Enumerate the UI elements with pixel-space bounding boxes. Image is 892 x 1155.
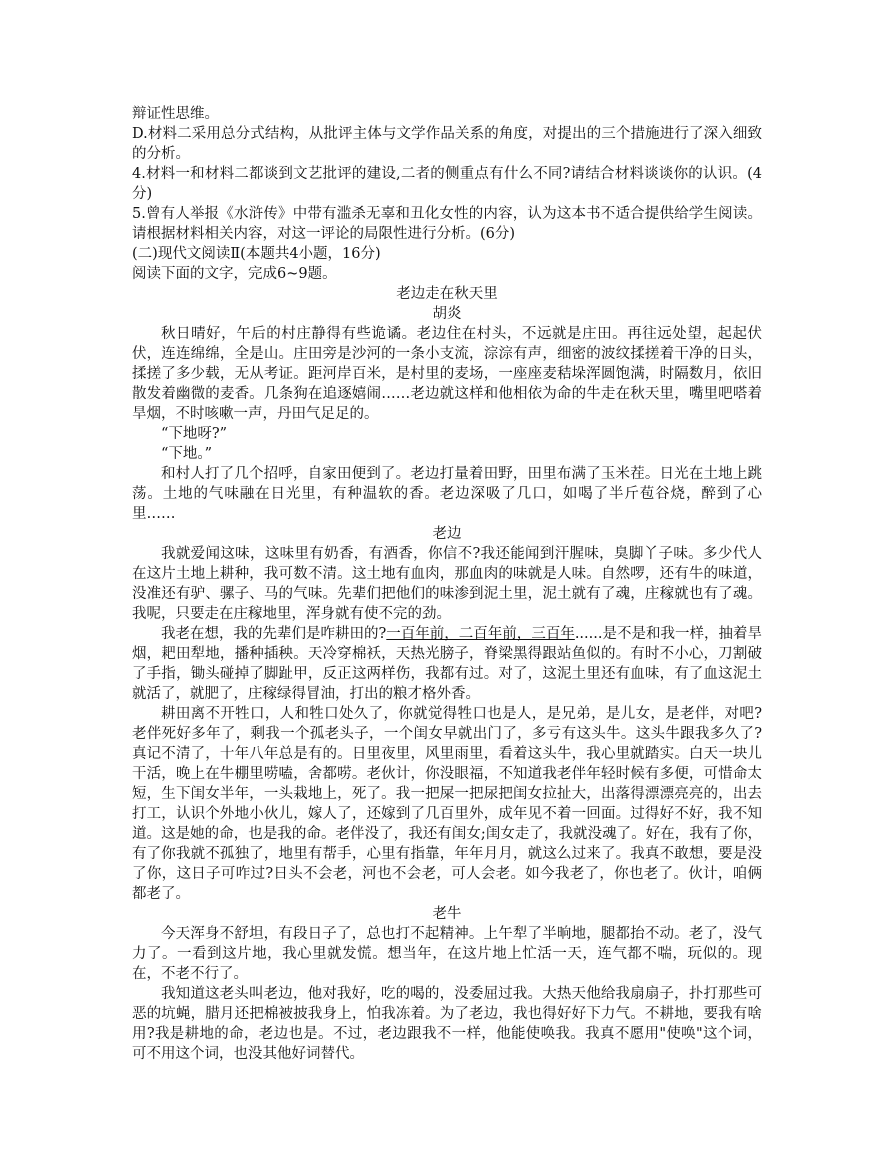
article-paragraph-5: 耕田离不开牲口，人和牲口处久了，你就觉得牲口也是人，是兄弟，是儿女，是老伴，对吧?老伴死好多年了，剩我一个孤老头子，一个闺女早就出门了，多亏有这头牛。这头牛跟我多久了?真记不清了，十年八年总是有的。日里夜里，风里雨里，看着这头牛，我心里就踏实。白天一块儿干活，晚上在牛棚里唠嗑，舍都唠。老伙计，你没眼福，不知道我老伴年轻时候有多便，可惜命太短，生下闺女半年，一头栽地上，死了。我一把屎一把尿把闺女拉扯大，出落得漂漂亮亮的，出去打工，认识个外地小伙儿，嫁人了，还嫁到了几百里外，成年见不着一回面。过得好不好，我不知道。这是她的命，也是我的命。老伴没了，我还有闺女;闺女走了，我就没魂了。好在，我有了你，有了你我就不孤独了，地里有帮手，心里有指靠，年年月月，就这么过来了。我真不敢想，要是没了你，这日子可咋过?日头不会老，河也不会老，可人会老。如今我老了，你也老了。伙计，咱俩都老了。: [132, 706, 762, 902]
paragraph-4-rest: ......是不是和我一样，抽着旱烟，耙田犁地，播种插秧。天冷穿棉袄，天热光膀子，脊梁黑得跟站鱼似的。有时不小心，刀割破了手指，锄头碰掉了脚趾甲，反正这两样伤，我都有过。对了，这泥土里还有血味，有了血这泥土就活了，就肥了，庄稼绿得冒油，打出的粮才格外香。: [132, 626, 762, 702]
article-paragraph-1: 秋日晴好，午后的村庄静得有些诡谲。老边住在村头，不远就是庄田。再往远处望，起起伏伏，连连绵绵，全是山。庄田旁是沙河的一条小支流，淙淙有声，细密的波纹揉搓着干净的日头，揉搓了多少载，无从考证。距河岸百米，是村里的麦场，一座座麦秸垛浑圆饱满，时隔数月，依旧散发着幽微的麦香。几条狗在追逐嬉闹……老边就这样和他相依为命的牛走在秋天里，嘴里吧嗒着旱烟，不时咳嗽一声，丹田气足足的。: [132, 326, 762, 422]
article-paragraph-7: 我知道这老头叫老边，他对我好，吃的喝的，没委屈过我。大热天他给我扇扇子，扑打那些可恶的坑蝇，腊月还把棉被披我身上，怕我冻着。为了老边，我也得好好下力气。不耕地，要我有啥用?我是耕地的命，老边也是。不过，老边跟我不一样，他能使唤我。我真不愿用"使唤"这个词，可不用这个词，也没其他好词替代。: [132, 986, 762, 1062]
subheading-laobian: 老边: [432, 526, 462, 542]
dialogue-question: “下地呀?”: [161, 426, 228, 442]
question-4: 4.材料一和材料二都谈到文艺批评的建设,二者的侧重点有什么不同?请结合材料谈谈你的认识。(4分): [132, 166, 762, 202]
instruction: 阅读下面的文字，完成6~9题。: [132, 266, 337, 282]
article-paragraph-4: [132, 624, 762, 704]
article-paragraph-6: 今天浑身不舒坦，有段日子了，总也打不起精神。上午犁了半晌地，腿都抬不动。老了，没气力了。一看到这片地，我心里就发慌。想当年，在这片地上忙活一天，连气都不喘，玩似的。现在，不老不行了。: [132, 926, 762, 982]
document-page: [132, 104, 762, 1064]
option-d: D.材料二采用总分式结构，从批评主体与文学作品关系的角度，对提出的三个措施进行了深入细致的分析。: [132, 126, 762, 162]
article-author: 胡炎: [432, 306, 462, 322]
article-paragraph-3: 我就爱闻这味，这味里有奶香，有酒香，你信不?我还能闻到汗腥味，臭脚丫子味。多少代人在这片土地上耕种，我可数不清。这土地有血肉，那血肉的味就是人味。自然啰，还有牛的味道，没准还有驴、骡子、马的气味。先辈们把他们的味渗到泥土里，泥土就有了魂，庄稼就也有了魂。我呢，只要走在庄稼地里，浑身就有使不完的劲。: [132, 546, 762, 622]
question-5: 5.曾有人举报《水浒传》中带有滥杀无辜和丑化女性的内容，认为这本书不适合提供给学生阅读。请根据材料相关内容，对这一评论的局限性进行分析。(6分): [132, 206, 762, 242]
underlined-phrase: 一百年前，二百年前，三百年: [386, 626, 575, 642]
article-paragraph-2: 和村人打了几个招呼，自家田便到了。老边打量着田野，田里布满了玉米茬。日光在土地上跳荡。土地的气味融在日光里，有种温软的香。老边深吸了几口，如喝了半斤苞谷烧，醉到了心里……: [132, 466, 762, 522]
paragraph-4-start: 我老在想，我的先辈们是咋耕田的?: [161, 626, 387, 642]
subheading-laoniu: 老牛: [432, 906, 462, 922]
paragraph: 辩证性思维。: [132, 106, 219, 122]
section-heading: (二)现代文阅读Ⅱ(本题共4小题，16分): [132, 246, 381, 262]
dialogue-answer: “下地。”: [161, 446, 213, 462]
article-title: 老边走在秋天里: [396, 286, 498, 302]
